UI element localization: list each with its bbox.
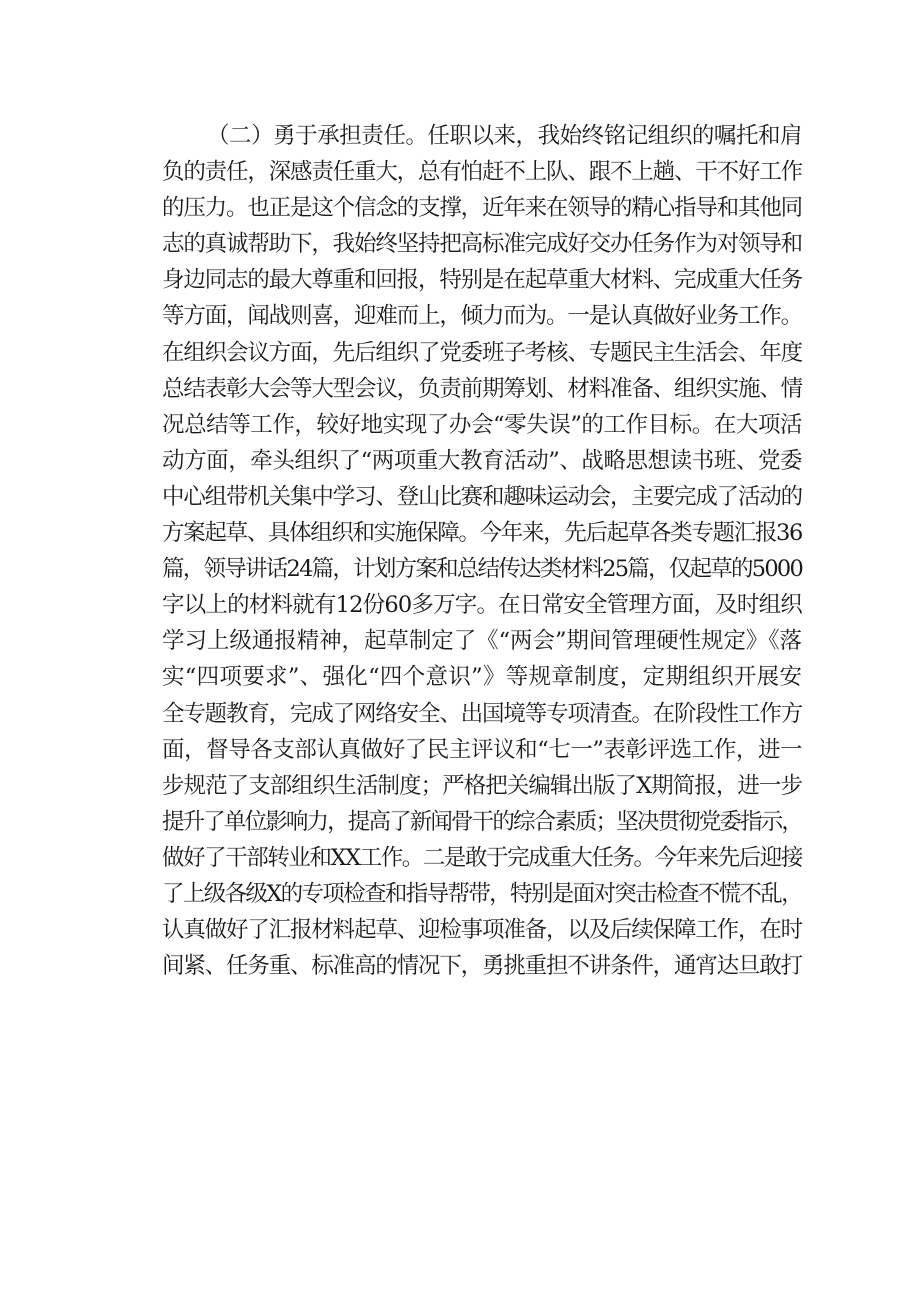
text-line: 面，督导各支部认真做好了民主评议和“七一”表彰评选工作，进一 [162, 736, 803, 763]
text-line: 志的真诚帮助下，我始终坚持把高标准完成好交办任务作为对领导和 [162, 231, 802, 258]
text-line: 篇，领导讲话24篇，计划方案和总结传达类材料25篇，仅起草的5000 [162, 556, 803, 583]
text-line: 等方面，闻战则喜，迎难而上，倾力而为。一是认真做好业务工作。 [162, 303, 802, 330]
text-line: 况总结等工作，较好地实现了办会“零失误”的工作目标。在大项活 [162, 411, 803, 438]
text-line: 实“四项要求”、强化“四个意识”》等规章制度，定期组织开展安 [162, 664, 802, 691]
text-line: 动方面，牵头组织了“两项重大教育活动”、战略思想读书班、党委 [162, 447, 803, 474]
text-line: 步规范了支部组织生活制度；严格把关编辑出版了X期简报，进一步 [162, 772, 803, 799]
text-line: 在组织会议方面，先后组织了党委班子考核、专题民主生活会、年度 [162, 339, 802, 366]
text-line: 的压力。也正是这个信念的支撑，近年来在领导的精心指导和其他同 [162, 195, 802, 222]
body-paragraph [162, 118, 802, 984]
text-line: 字以上的材料就有12份60多万字。在日常安全管理方面，及时组织 [162, 592, 802, 619]
text-line: 做好了干部转业和XX工作。二是敢于完成重大任务。今年来先后迎接 [162, 844, 802, 871]
text-line: 学习上级通报精神，起草制定了《“两会”期间管理硬性规定》《落 [162, 628, 802, 655]
text-line: 负的责任，深感责任重大，总有怕赶不上队、跟不上趟、干不好工作 [162, 159, 802, 186]
text-line: 方案起草、具体组织和实施保障。今年来，先后起草各类专题汇报36 [162, 520, 802, 547]
text-line: 提升了单位影响力，提高了新闻骨干的综合素质；坚决贯彻党委指示， [162, 808, 802, 835]
text-line: （二）勇于承担责任。任职以来，我始终铭记组织的嘱托和肩 [207, 123, 803, 149]
text-line: 间紧、任务重、标准高的情况下，勇挑重担不讲条件，通宵达旦敢打 [162, 953, 802, 980]
text-line: 总结表彰大会等大型会议，负责前期筹划、材料准备、组织实施、情 [162, 375, 802, 402]
text-line: 了上级各级X的专项检查和指导帮带，特别是面对突击检查不慌不乱， [162, 880, 802, 907]
text-line: 身边同志的最大尊重和回报，特别是在起草重大材料、完成重大任务 [162, 267, 802, 294]
text-line: 认真做好了汇报材料起草、迎检事项准备，以及后续保障工作，在时 [162, 917, 802, 944]
text-line: 中心组带机关集中学习、登山比赛和趣味运动会，主要完成了活动的 [162, 483, 802, 510]
text-line: 全专题教育，完成了网络安全、出国境等专项清查。在阶段性工作方 [162, 700, 802, 727]
